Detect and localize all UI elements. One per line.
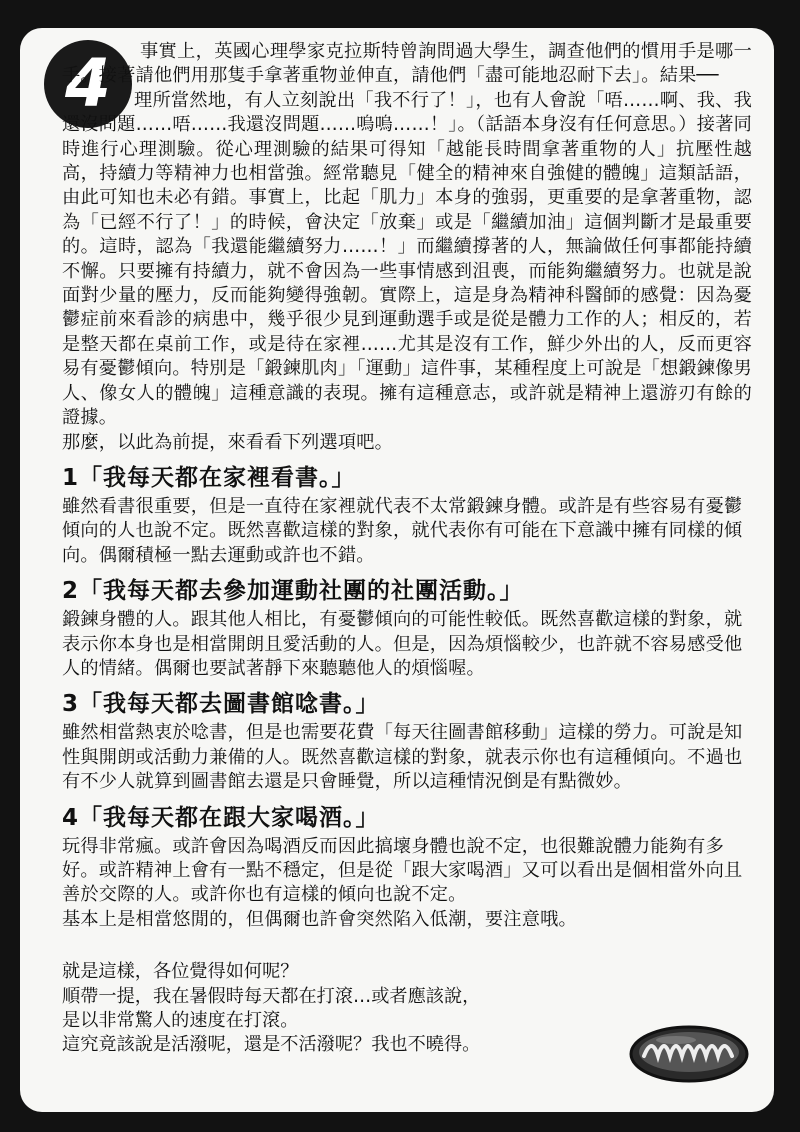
option-4 — [62, 803, 752, 933]
question-number-badge: 4 — [44, 40, 132, 128]
mitochondria-icon — [628, 1022, 750, 1086]
intro-paragraph-1: 事實上，英國心理學家克拉斯特曾詢問過大學生，調查他們的慣用手是哪一手。接著請他們用那隻手拿著重物並伸直，請他們「盡可能地忍耐下去」。結果── — [62, 41, 752, 87]
option-extra: 基本上是相當悠閒的，但偶爾也許會突然陷入低潮，要注意哦。 — [62, 908, 577, 930]
option-title: 4「我每天都在跟大家喝酒。」 — [62, 804, 380, 831]
option-body: 玩得非常瘋。或許會因為喝酒反而因此搞壞身體也說不定，也很難說體力能夠有多好。或許精神上會有一點不穩定，但是從「跟大家喝酒」又可以看出是個相當外向且善於交際的人。或許你也有這樣的傾向也說不定。 — [62, 835, 743, 906]
option-title: 3「我每天都去圖書館唸書。」 — [62, 691, 380, 718]
intro-paragraph-3: 那麼，以此為前提，來看看下列選項吧。 — [62, 431, 393, 453]
option-body: 鍛鍊身體的人。跟其他人相比，有憂鬱傾向的可能性較低。既然喜歡這樣的對象，就表示你本身也是相當開朗且愛活動的人。但是，因為煩惱較少，也許就不容易感受他人的情緒。偶爾也要試著靜下來聽聽他人的煩惱喔。 — [62, 609, 743, 679]
option-title: 1「我每天都在家裡看書。」 — [62, 464, 356, 491]
closing-line-4: 這究竟該說是活潑呢，還是不活潑呢？我也不曉得。 — [62, 1034, 481, 1056]
closing-line-2: 順帶一提，我在暑假時每天都在打滾…或者應該說， — [62, 985, 481, 1007]
intro-section — [62, 40, 752, 455]
option-title: 2「我每天都去參加運動社團的社團活動。」 — [62, 578, 524, 605]
option-1 — [62, 463, 752, 568]
article-body — [62, 40, 752, 1058]
intro-paragraph-2: 理所當然地，有人立刻說出「我不行了！」，也有人會說「唔……啊、我、我還沒問題……唔……我還沒問題……嗚嗚……！」。（話語本身沒有任何意思。）接著同時進行心理測驗。從心理測驗的結果可得知「越能長時間拿著重物的人」抗壓性越高，持續力等精神力也相當強。經常聽見「健全的精神來自強健的體魄」這類話語，由此可知也未必有錯。事實上，比起「肌力」本身的強弱，更重要的是拿著重物，認為「已經不行了！」的時候，會決定「放棄」或是「繼續加油」這個判斷才是最重要的。這時，認為「我還能繼續努力……！」而繼續撐著的人，無論做任何事都能持續不懈。只要擁有持續力，就不會因為一些事情感到沮喪，而能夠繼續努力。也就是說面對少量的壓力，反而能夠變得強韌。實際上，這是身為精神科醫師的感覺：因為憂鬱症前來看診的病患中，幾乎很少見到運動選手或是從是體力工作的人；相反的，若是整天都在桌前工作，或是待在家裡……尤其是沒有工作，鮮少外出的人，反而更容易有憂鬱傾向。特別是「鍛鍊肌肉」「運動」這件事，某種程度上可說是「想鍛鍊像男人、像女人的體魄」這種意識的表現。擁有這種意志，或許就是精神上還游刃有餘的證據。 — [62, 89, 752, 429]
option-3 — [62, 689, 752, 794]
closing-line-3: 是以非常驚人的速度在打滾。 — [62, 1010, 299, 1031]
option-body: 雖然相當熱衷於唸書，但是也需要花費「每天往圖書館移動」這樣的勞力。可說是知性與開朗或活動力兼備的人。既然喜歡這樣的對象，就表示你也有這種傾向。不過也有不少人就算到圖書館去還是只會睡覺，所以這種情況倒是有點微妙。 — [62, 722, 743, 793]
option-body: 雖然看書很重要，但是一直待在家裡就代表不太常鍛鍊身體。或許是有些容易有憂鬱傾向的人也說不定。既然喜歡這樣的對象，就代表你有可能在下意識中擁有同樣的傾向。偶爾積極一點去運動或許也不錯。 — [62, 495, 743, 566]
closing-line-1: 就是這樣，各位覺得如何呢？ — [62, 961, 299, 983]
option-2 — [62, 576, 752, 681]
